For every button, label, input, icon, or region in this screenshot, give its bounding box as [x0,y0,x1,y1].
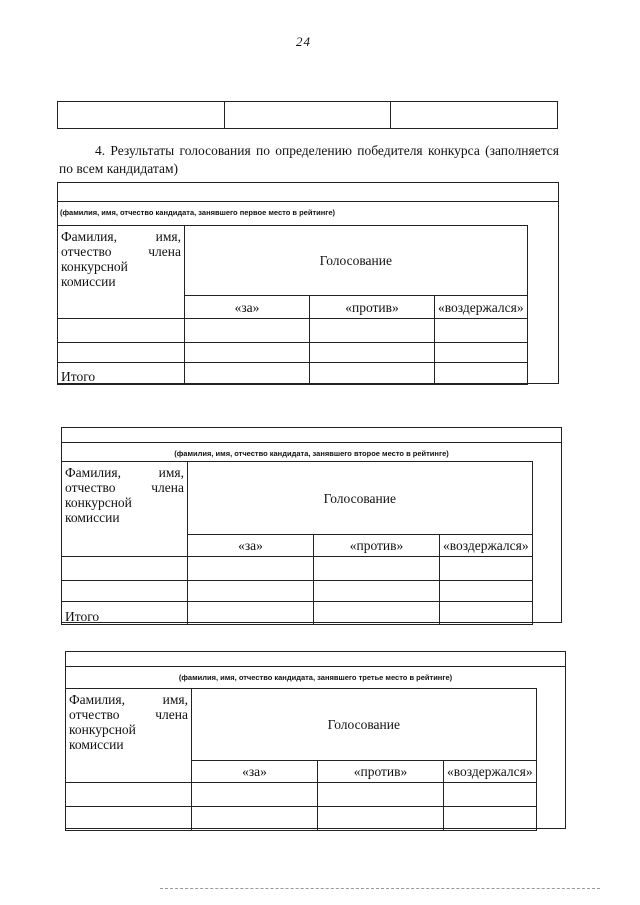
voting-header: Голосование [188,462,533,535]
table-cell[interactable] [444,807,537,831]
table-cell[interactable] [318,783,444,807]
table-cell[interactable] [192,783,318,807]
column-abstained: «воздержался» [444,761,537,783]
vote-block-first-place [57,182,559,384]
table-cell[interactable] [314,557,440,581]
table-cell[interactable] [62,557,188,581]
table-cell[interactable] [188,581,314,602]
candidate-name-line [62,442,561,443]
table-cell[interactable] [58,342,185,362]
table-cell[interactable] [314,581,440,602]
previous-table-tail [57,101,558,129]
vote-table [61,461,533,625]
table-cell[interactable] [440,557,533,581]
table-cell[interactable] [188,602,314,625]
table-cell[interactable] [62,581,188,602]
table-cell[interactable] [318,807,444,831]
table-cell[interactable] [185,362,310,384]
voting-header: Голосование [192,689,537,761]
column-against: «против» [318,761,444,783]
vote-block-third-place [65,651,566,829]
table-cell[interactable] [314,602,440,625]
column-abstained: «воздержался» [435,296,528,318]
table-cell [391,102,557,128]
page-number: 24 [296,34,311,49]
column-for: «за» [188,535,314,557]
table-cell[interactable] [310,362,435,384]
scan-edge-line [160,888,600,889]
vote-table [65,688,537,831]
candidate-name-caption: (фамилия, имя, отчество кандидата, занявшего второе место в рейтинге) [174,449,449,458]
column-against: «против» [314,535,440,557]
vote-table [57,225,528,385]
table-cell[interactable] [310,318,435,342]
table-cell[interactable] [440,602,533,625]
member-column-header: Фамилия, имя, отчество члена конкурсной комиссии [62,462,188,557]
table-cell[interactable] [58,318,185,342]
table-cell[interactable] [185,342,310,362]
table-cell[interactable] [192,807,318,831]
table-cell[interactable] [435,362,528,384]
total-label: Итого [58,362,185,384]
table-cell[interactable] [188,557,314,581]
table-cell[interactable] [435,318,528,342]
table-cell[interactable] [310,342,435,362]
candidate-name-caption: (фамилия, имя, отчество кандидата, занявшего третье место в рейтинге) [178,673,453,682]
table-cell[interactable] [185,318,310,342]
table-cell[interactable] [435,342,528,362]
table-cell [58,102,225,128]
member-column-header: Фамилия, имя, отчество члена конкурсной комиссии [66,689,192,783]
table-cell [225,102,391,128]
candidate-name-line [58,201,558,202]
table-cell[interactable] [440,581,533,602]
column-against: «против» [310,296,435,318]
table-cell[interactable] [444,783,537,807]
column-for: «за» [192,761,318,783]
member-column-header: Фамилия, имя, отчество члена конкурсной комиссии [58,226,185,319]
section-heading: 4. Результаты голосования по определению победителя конкурса (заполняется по всем кандидатам) [59,143,559,176]
voting-header: Голосование [185,226,528,296]
column-for: «за» [185,296,310,318]
table-cell[interactable] [66,783,192,807]
candidate-name-line [66,666,565,667]
candidate-name-caption: (фамилия, имя, отчество кандидата, занявшего первое место в рейтинге) [60,208,336,217]
table-cell[interactable] [66,807,192,831]
column-abstained: «воздержался» [440,535,533,557]
vote-block-second-place [61,427,562,623]
total-label: Итого [62,602,188,625]
